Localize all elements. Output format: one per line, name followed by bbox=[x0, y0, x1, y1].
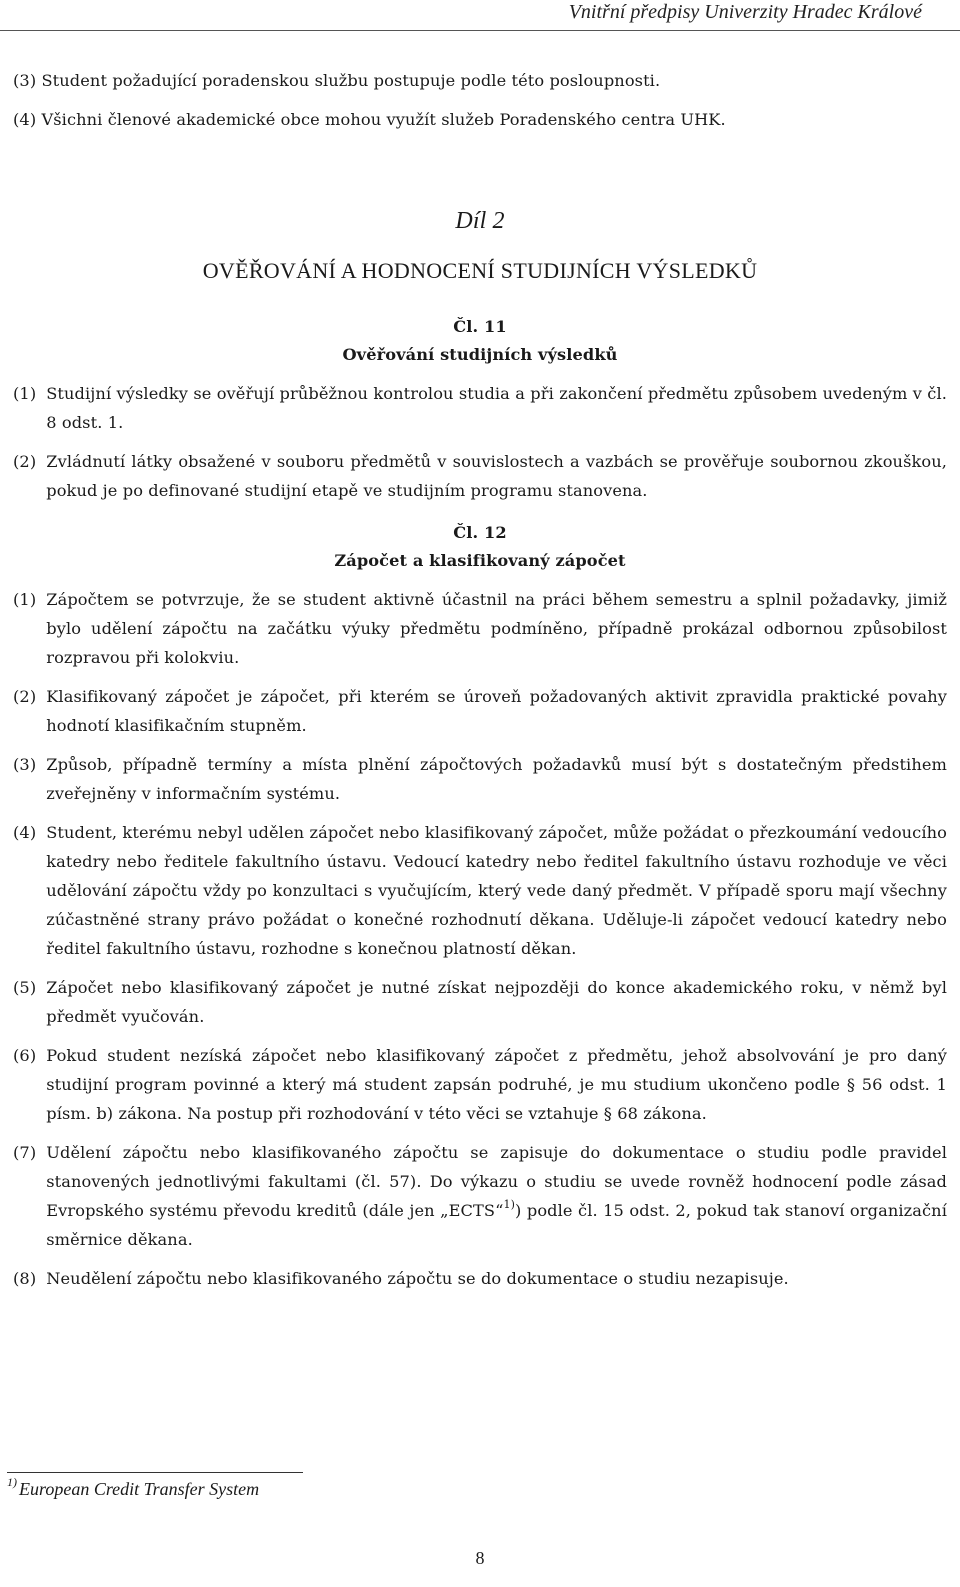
paragraph-number: (5) bbox=[13, 978, 37, 997]
article-11-paragraph-1 bbox=[13, 379, 947, 437]
paragraph-text: Zvládnutí látky obsažené v souboru předmětů v souvislostech a vazbách se prověřuje soubornou zkouškou, pokud je po definované studijní etapě ve studijním programu stanovena. bbox=[46, 452, 947, 500]
paragraph-text: Způsob, případně termíny a místa plnění zápočtových požadavků musí být s dostatečným předstihem zveřejněny v informačním systému. bbox=[46, 755, 947, 803]
paragraph-text-before-footnote: Udělení zápočtu nebo klasifikovaného zápočtu se zapisuje do dokumentace o studiu podle pravidel stanovených jednotlivými fakultami (čl. 57). Do výkazu o studiu se uvede rovněž hodnocení podle zásad Evropského systému převodu kreditů (dále jen „ECTS“ bbox=[46, 1143, 947, 1220]
footnote-text: European Credit Transfer System bbox=[19, 1479, 260, 1499]
paragraph-number: (7) bbox=[13, 1143, 37, 1162]
article-12-paragraph-5 bbox=[13, 973, 947, 1031]
running-header bbox=[0, 0, 960, 31]
part-title: OVĚŘOVÁNÍ A HODNOCENÍ STUDIJNÍCH VÝSLEDKŮ bbox=[202, 258, 758, 283]
paragraph-number: (2) bbox=[13, 687, 37, 706]
article-12-paragraph-2 bbox=[13, 682, 947, 740]
article-12-paragraph-1 bbox=[13, 585, 947, 672]
footnote-reference: 1) bbox=[503, 1198, 515, 1211]
intro-paragraph-3: (3) Student požadující poradenskou službu postupuje podle této posloupnosti. bbox=[13, 71, 661, 90]
paragraph-number: (3) bbox=[13, 755, 37, 774]
document-body bbox=[13, 66, 947, 1303]
paragraph-number: (6) bbox=[13, 1046, 37, 1065]
running-title: Vnitřní předpisy Univerzity Hradec Králové bbox=[568, 1, 922, 23]
paragraph-text: Klasifikovaný zápočet je zápočet, při kterém se úroveň požadovaných aktivit zpravidla praktické povahy hodnotí klasifikačním stupněm. bbox=[46, 687, 947, 735]
paragraph-number: (2) bbox=[13, 452, 37, 471]
intro-paragraph-4: (4) Všichni členové akademické obce mohou využít služeb Poradenského centra UHK. bbox=[13, 110, 726, 129]
article-12-paragraph-3 bbox=[13, 750, 947, 808]
paragraph-text: Neudělení zápočtu nebo klasifikovaného zápočtu se do dokumentace o studiu nezapisuje. bbox=[46, 1269, 789, 1288]
paragraph-text-after-footnote: ) podle čl. 15 odst. 2, pokud tak stanoví organizační směrnice děkana. bbox=[46, 1201, 947, 1249]
article-11-number: Čl. 11 bbox=[453, 317, 507, 336]
paragraph-text bbox=[46, 1138, 947, 1254]
footnote bbox=[7, 1475, 259, 1500]
paragraph-number: (1) bbox=[13, 590, 37, 609]
paragraph-text: Pokud student nezíská zápočet nebo klasifikovaný zápočet z předmětu, jehož absolvování je pro daný studijní program povinné a který má student zapsán podruhé, je mu studium ukončeno podle § 56 odst. 1 písm. b) zákona. Na postup při rozhodování v této věci se vztahuje § 68 zákona. bbox=[46, 1046, 947, 1123]
article-12-paragraph-7 bbox=[13, 1138, 947, 1254]
footnote-divider bbox=[7, 1472, 303, 1473]
paragraph-number: (4) bbox=[13, 823, 37, 842]
article-11-title: Ověřování studijních výsledků bbox=[342, 345, 618, 364]
paragraph-number: (1) bbox=[13, 384, 37, 403]
article-11-paragraph-2 bbox=[13, 447, 947, 505]
footnote-mark: 1) bbox=[7, 1475, 17, 1489]
paragraph-text: Student, kterému nebyl udělen zápočet nebo klasifikovaný zápočet, může požádat o přezkoumání vedoucího katedry nebo ředitele fakultního ústavu. Vedoucí katedry nebo ředitel fakultního ústavu rozhoduje ve věci udělování zápočtu vždy po konzultaci s vyučujícím, který vede daný předmět. V případě sporu mají všechny zúčastněné strany právo požádat o konečné rozhodnutí děkana. Uděluje-li zápočet vedoucí katedry nebo ředitel fakultního ústavu, rozhodne s konečnou platností děkan. bbox=[46, 823, 947, 958]
paragraph-text: Studijní výsledky se ověřují průběžnou kontrolou studia a při zakončení předmětu způsobem uvedeným v čl. 8 odst. 1. bbox=[46, 384, 947, 432]
article-12-paragraph-6 bbox=[13, 1041, 947, 1128]
article-12-paragraph-8 bbox=[13, 1264, 947, 1293]
article-12-number: Čl. 12 bbox=[453, 523, 507, 542]
article-12-title: Zápočet a klasifikovaný zápočet bbox=[334, 551, 626, 570]
paragraph-number: (8) bbox=[13, 1269, 37, 1288]
part-heading: Díl 2 bbox=[455, 208, 505, 234]
page-number: 8 bbox=[475, 1548, 485, 1568]
paragraph-text: Zápočet nebo klasifikovaný zápočet je nutné získat nejpozději do konce akademického roku, v němž byl předmět vyučován. bbox=[46, 978, 947, 1026]
article-12-paragraph-4 bbox=[13, 818, 947, 963]
paragraph-text: Zápočtem se potvrzuje, že se student aktivně účastnil na práci během semestru a splnil požadavky, jimiž bylo udělení zápočtu na začátku výuky předmětu podmíněno, případně prokázal odbornou způsobilost rozpravou při kolokviu. bbox=[46, 590, 947, 667]
